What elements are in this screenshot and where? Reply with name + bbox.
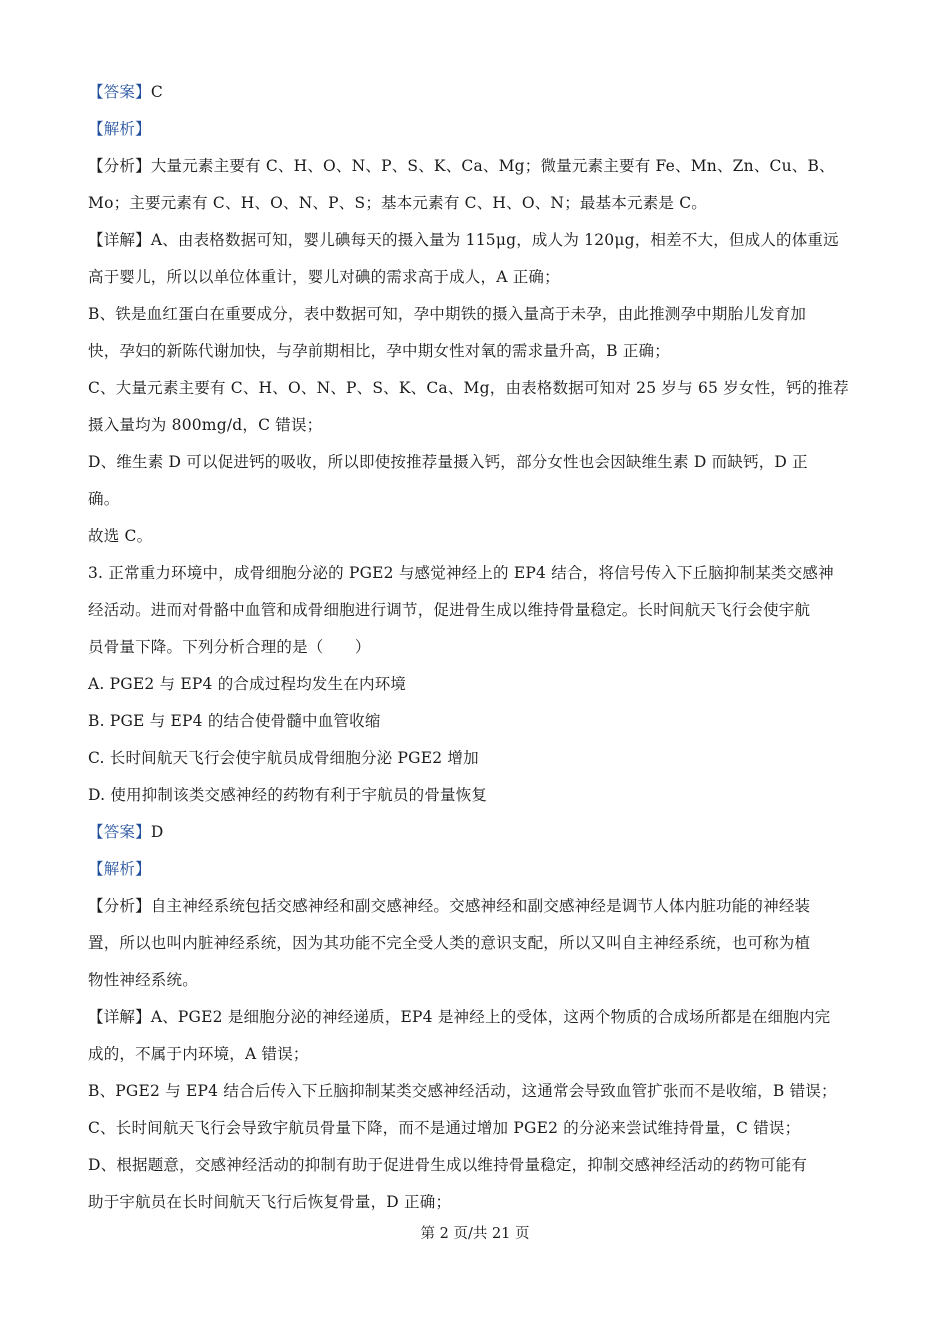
- q3-analysis-heading: [88, 851, 863, 888]
- q2-detail-c-line-2: 摄入量均为 800mg/d，C 错误；: [88, 416, 323, 434]
- q3-option-b: B. PGE 与 EP4 的结合使骨髓中血管收缩: [88, 712, 381, 730]
- q2-detail-a-line-2: 高于婴儿，所以以单位体重计，婴儿对碘的需求高于成人，A 正确；: [88, 268, 560, 286]
- fenxi-text: 大量元素主要有 C、H、O、N、P、S、K、Ca、Mg；微量元素主要有 Fe、Mn、Zn、Cu、B、: [150, 157, 835, 175]
- q3-detail-a-line-2: 成的，不属于内环境，A 错误；: [88, 1045, 309, 1063]
- q2-fenxi-line-2: Mo；主要元素有 C、H、O、N、P、S；基本元素有 C、H、O、N；最基本元素是 C。: [88, 194, 707, 212]
- q2-detail-b-line-1: B、铁是血红蛋白在重要成分，表中数据可知，孕中期铁的摄入量高于未孕，由此推测孕中期胎儿发育加: [88, 305, 807, 323]
- fenxi-tag: 【分析】: [88, 897, 151, 915]
- q3-stem-line-3: 员骨量下降。下列分析合理的是（ ）: [88, 638, 371, 656]
- fenxi-tag: 【分析】: [88, 157, 151, 175]
- q3-fenxi-line-1: [88, 888, 863, 925]
- page-footer: 第 2 页/共 21 页: [420, 1226, 530, 1242]
- fenxi-text: 自主神经系统包括交感神经和副交感神经。交感神经和副交感神经是调节人体内脏功能的神经装: [150, 897, 811, 915]
- q2-detail-d-line-2: 确。: [88, 490, 120, 508]
- q3-detail-d-line-2: 助于宇航员在长时间航天飞行后恢复骨量，D 正确；: [88, 1193, 452, 1211]
- q3-stem-line-1: 3. 正常重力环境中，成骨细胞分泌的 PGE2 与感觉神经上的 EP4 结合，将信号传入下丘脑抑制某类交感神: [88, 564, 834, 582]
- answer-tag: 【答案】: [88, 83, 151, 101]
- answer-tag: 【答案】: [88, 823, 151, 841]
- q3-stem-line-2: 经活动。进而对骨骼中血管和成骨细胞进行调节，促进骨生成以维持骨量稳定。长时间航天飞行会使宇航: [88, 601, 811, 619]
- answer-value: C: [150, 83, 163, 101]
- analysis-tag: 【解析】: [88, 120, 151, 138]
- q2-fenxi-line-1: [88, 148, 863, 185]
- q3-detail-b-line-1: B、PGE2 与 EP4 结合后传入下丘脑抑制某类交感神经活动，这通常会导致血管扩张而不是收缩，B 错误；: [88, 1082, 837, 1100]
- q3-detail-c-line-1: C、长时间航天飞行会导致宇航员骨量下降，而不是通过增加 PGE2 的分泌来尝试维持骨量，C 错误；: [88, 1119, 801, 1137]
- detail-text: A、由表格数据可知，婴儿碘每天的摄入量为 115μg，成人为 120μg，相差不大，但成人的体重远: [150, 231, 839, 249]
- q3-option-c: C. 长时间航天飞行会使宇航员成骨细胞分泌 PGE2 增加: [88, 749, 479, 767]
- q3-option-a: A. PGE2 与 EP4 的合成过程均发生在内环境: [88, 675, 407, 693]
- answer-value: D: [150, 823, 164, 841]
- q2-answer-line: [88, 74, 863, 111]
- q2-detail-b-line-2: 快，孕妇的新陈代谢加快，与孕前期相比，孕中期女性对氧的需求量升高，B 正确；: [88, 342, 670, 360]
- q2-conclusion: 故选 C。: [88, 527, 153, 545]
- q3-detail-d-line-1: D、根据题意，交感神经活动的抑制有助于促进骨生成以维持骨量稳定，抑制交感神经活动的药物可能有: [88, 1156, 808, 1174]
- xiangjie-tag: 【详解】: [88, 231, 151, 249]
- document-body: [88, 74, 863, 1221]
- q2-analysis-heading: [88, 111, 863, 148]
- q2-detail-d-line-1: D、维生素 D 可以促进钙的吸收，所以即使按推荐量摄入钙，部分女性也会因缺维生素 D 而缺钙，D 正: [88, 453, 808, 471]
- q2-detail-c-line-1: C、大量元素主要有 C、H、O、N、P、S、K、Ca、Mg，由表格数据可知对 25 岁与 65 岁女性，钙的推荐: [88, 379, 849, 397]
- detail-text: A、PGE2 是细胞分泌的神经递质，EP4 是神经上的受体，这两个物质的合成场所都是在细胞内完: [150, 1008, 831, 1026]
- xiangjie-tag: 【详解】: [88, 1008, 151, 1026]
- q2-detail-a-line-1: [88, 222, 863, 259]
- q3-fenxi-line-2: 置，所以也叫内脏神经系统，因为其功能不完全受人类的意识支配，所以又叫自主神经系统，也可称为植: [88, 934, 811, 952]
- q3-answer-line: [88, 814, 863, 851]
- analysis-tag: 【解析】: [88, 860, 151, 878]
- q3-option-d: D. 使用抑制该类交感神经的药物有利于宇航员的骨量恢复: [88, 786, 488, 804]
- q3-detail-a-line-1: [88, 999, 863, 1036]
- q3-fenxi-line-3: 物性神经系统。: [88, 971, 198, 989]
